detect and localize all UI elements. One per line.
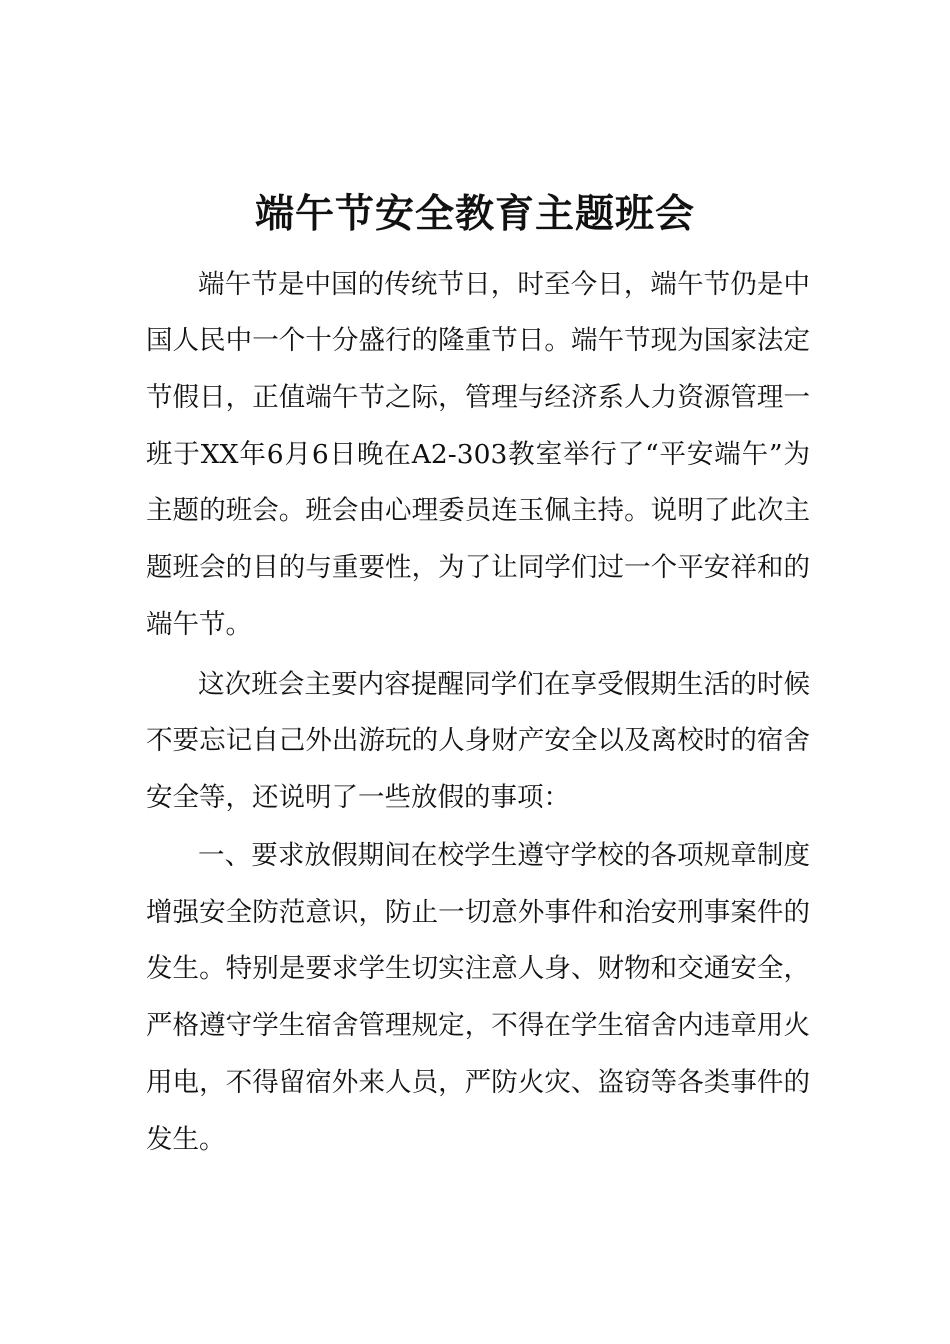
paragraph-line: 国人民中一个十分盛行的隆重节日。端午节现为国家法定	[146, 325, 810, 356]
paragraph-line: 节假日，正值端午节之际，管理与经济系人力资源管理一	[146, 382, 810, 413]
paragraph-line: 不要忘记自己外出游玩的人身财产安全以及离校时的宿舍	[146, 725, 810, 756]
document-title: 端午节安全教育主题班会	[254, 191, 695, 237]
paragraph-line: 严格遵守学生宿舍管理规定，不得在学生宿舍内违章用火	[146, 1010, 810, 1041]
paragraph-line: 端午节是中国的传统节日，时至今日，端午节仍是中	[198, 269, 810, 300]
paragraph-line: 题班会的目的与重要性，为了让同学们过一个平安祥和的	[146, 552, 810, 583]
paragraph-line: 主题的班会。班会由心理委员连玉佩主持。说明了此次主	[146, 495, 810, 526]
paragraph-line: 这次班会主要内容提醒同学们在享受假期生活的时候	[198, 669, 810, 700]
paragraph-line: 发生。特别是要求学生切实注意人身、财物和交通安全，	[146, 953, 810, 984]
paragraph-line: 班于XX年6月6日晚在A2-303教室举行了“平安端午”为	[146, 439, 810, 470]
paragraph-line: 安全等，还说明了一些放假的事项：	[146, 782, 570, 813]
paragraph-line: 发生。	[146, 1124, 226, 1155]
paragraph-line: 增强安全防范意识，防止一切意外事件和治安刑事案件的	[146, 897, 810, 928]
paragraph-line: 端午节。	[146, 609, 252, 640]
paragraph-line: 用电，不得留宿外来人员，严防火灾、盗窃等各类事件的	[146, 1067, 810, 1098]
paragraph-line: 一、要求放假期间在校学生遵守学校的各项规章制度	[198, 840, 810, 871]
